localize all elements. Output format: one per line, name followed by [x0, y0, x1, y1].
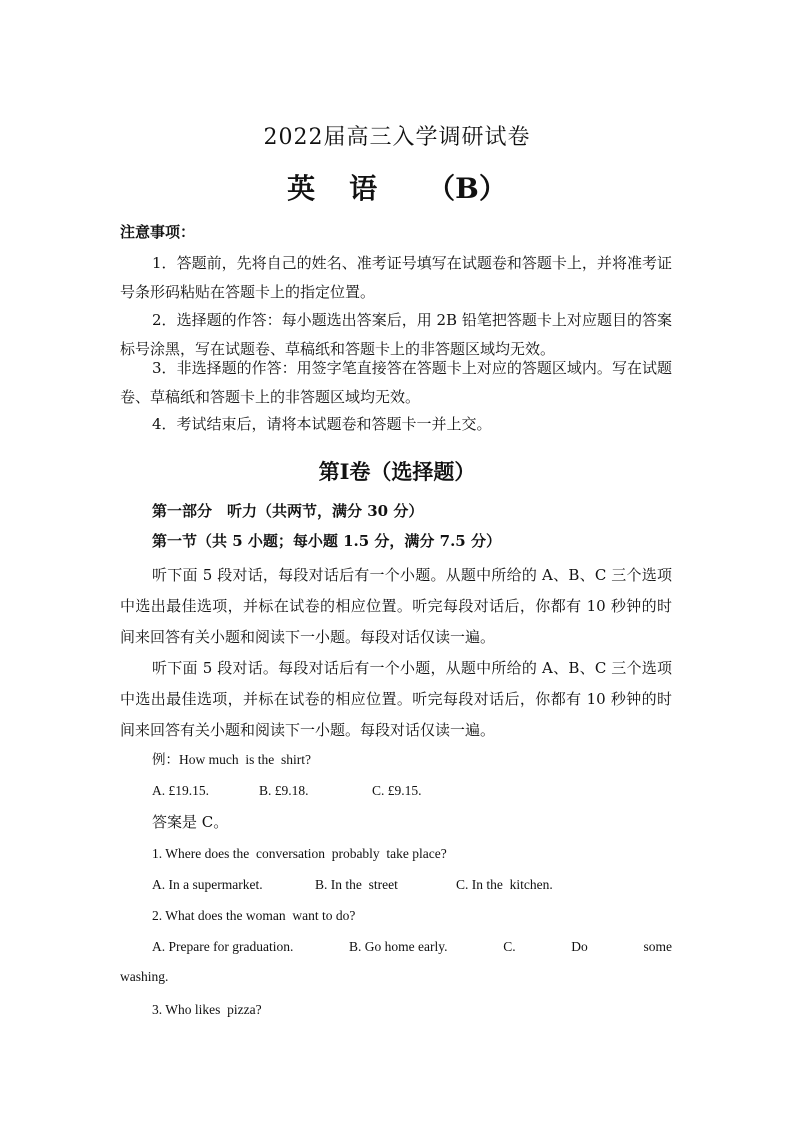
notice-item-1: 1．答题前，先将自己的姓名、准考证号填写在试题卷和答题卡上，并将准考证号条形码粘贴在答题卡上的指定位置。: [120, 254, 672, 301]
instructions-2: 听下面 5 段对话。每段对话后有一个小题，从题中所给的 A、B、C 三个选项中选出最佳选项，并标在试卷的相应位置。听完每段对话后，你都有 10 秒钟的时间来回答有关小题和阅读下一小题。每段对话仅读一遍。: [120, 659, 672, 739]
exam-title: 2022届高三入学调研试卷: [263, 125, 531, 150]
notice-item-4: 4．考试结束后，请将本试题卷和答题卡一并上交。: [152, 415, 492, 433]
question-2-option-c-label: C.: [503, 939, 516, 954]
question-1-option-b: B. In the street: [315, 877, 398, 892]
question-2-option-c-continuation: washing.: [120, 969, 169, 984]
question-1-option-a: A. In a supermarket.: [152, 877, 263, 892]
notice-item-3: 3．非选择题的作答：用签字笔直接答在答题卡上对应的答题区域内。写在试题卷、草稿纸和答题卡上的非答题区域均无效。: [120, 359, 672, 406]
subject-char-2: 语: [349, 172, 378, 205]
question-2-option-b: B. Go home early.: [349, 939, 448, 954]
question-1-stem: 1. Where does the conversation probably take place?: [152, 846, 447, 861]
question-1-option-c: C. In the kitchen.: [456, 877, 553, 892]
question-1-options: [152, 874, 553, 896]
question-2-option-c-word-2: some: [643, 939, 672, 954]
question-2-option-a: A. Prepare for graduation.: [152, 939, 294, 954]
example-option-b: B. £9.18.: [259, 783, 309, 798]
section-heading: 第一节（共 5 小题；每小题 1.5 分，满分 7.5 分）: [152, 532, 501, 550]
question-3-stem: 3. Who likes pizza?: [152, 1002, 262, 1017]
part-heading: 第一部分 听力（共两节，满分 30 分）: [152, 502, 424, 520]
question-2-stem: 2. What does the woman want to do?: [152, 908, 356, 923]
volume-title: 第Ⅰ卷（选择题）: [318, 459, 476, 484]
notice-item-2: 2．选择题的作答：每小题选出答案后，用 2B 铅笔把答题卡上对应题目的答案标号涂黑，写在试题卷、草稿纸和答题卡上的非答题区域均无效。: [120, 311, 672, 358]
question-2-options: [120, 932, 672, 992]
notice-heading: 注意事项：: [120, 223, 196, 241]
example-options: [152, 780, 422, 802]
question-2-option-c-word-1: Do: [571, 939, 588, 954]
example-option-c: C. £9.15.: [372, 783, 422, 798]
instructions-1: 听下面 5 段对话，每段对话后有一个小题。从题中所给的 A、B、C 三个选项中选出最佳选项，并标在试卷的相应位置。听完每段对话后，你都有 10 秒钟的时间来回答有关小题和阅读下一小题。每段对话仅读一遍。: [120, 566, 672, 646]
example-option-a: A. £19.15.: [152, 783, 209, 798]
subject-edition: （B）: [427, 172, 507, 205]
example-question: 例：How much is the shirt?: [152, 752, 311, 767]
example-answer: 答案是 C。: [152, 813, 229, 831]
subject-char-1: 英: [287, 172, 316, 205]
subject-heading: [0, 169, 794, 209]
